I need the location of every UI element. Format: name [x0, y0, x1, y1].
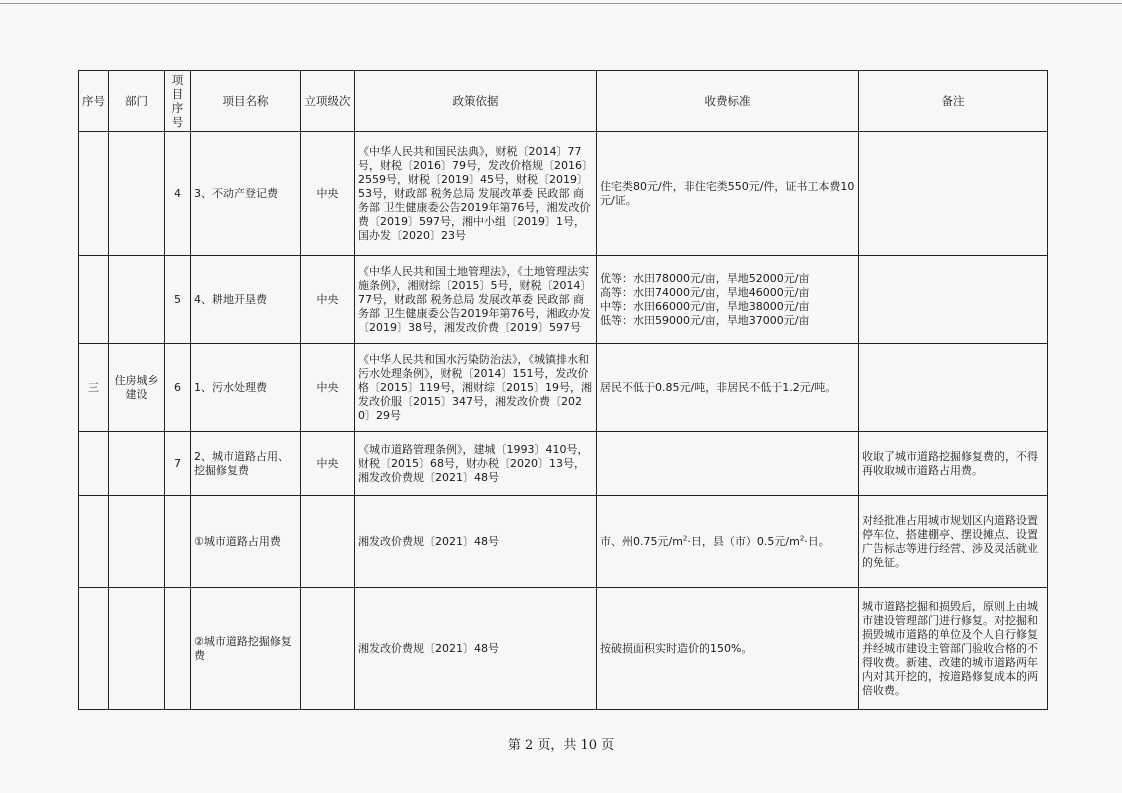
cell-note: [859, 132, 1048, 256]
superscript: 2: [799, 533, 805, 542]
cell-policy: 《中华人民共和国民法典》，财税〔2014〕77号，财税〔2016〕79号，发改价格规〔2016〕2559号，财税〔2019〕45号，财税〔2019〕53号，财政部 税务总局 发展改革委 民政部 商务部 卫生健康委公告2019年第76号，湘发改价费〔2019〕597号，湘中小组〔2019〕1号，国办发〔2020〕23号: [355, 132, 597, 256]
standard-part: 市、州0.75元/m: [600, 534, 683, 548]
standard-line: 低等：水田59000元/亩，旱地37000元/亩: [600, 313, 810, 327]
superscript: 2: [682, 533, 688, 542]
cell-item-no: [165, 496, 191, 588]
cell-item-no: 4: [165, 132, 191, 256]
cell-note: 收取了城市道路挖掘修复费的，不得再收取城市道路占用费。: [859, 432, 1048, 496]
cell-dept: [109, 132, 165, 256]
cell-dept: [109, 588, 165, 710]
cell-level: 中央: [301, 256, 355, 344]
cell-seq: [79, 588, 109, 710]
scan-top-edge: [0, 3, 1122, 4]
header-note: 备注: [859, 71, 1048, 132]
standard-part: ·日。: [804, 534, 830, 548]
header-item-name: 项目名称: [191, 71, 301, 132]
cell-dept: [109, 256, 165, 344]
cell-standard: 居民不低于0.85元/吨，非居民不低于1.2元/吨。: [597, 344, 859, 432]
header-policy: 政策依据: [355, 71, 597, 132]
table-row: [79, 432, 1048, 496]
fee-table: [78, 70, 1048, 710]
cell-item-name: 2、城市道路占用、挖掘修复费: [191, 432, 301, 496]
cell-seq: [79, 496, 109, 588]
cell-policy: 湘发改价费规〔2021〕48号: [355, 588, 597, 710]
cell-dept: 住房城乡建设: [109, 344, 165, 432]
cell-item-name: 3、不动产登记费: [191, 132, 301, 256]
header-seq: 序号: [79, 71, 109, 132]
standard-part: ·日，县（市）0.5元/m: [687, 534, 800, 548]
cell-item-no: [165, 588, 191, 710]
cell-policy: 《城市道路管理条例》，建城〔1993〕410号，财税〔2015〕68号，财办税〔2020〕13号，湘发改价费规〔2021〕48号: [355, 432, 597, 496]
header-row: [79, 71, 1048, 132]
cell-dept: [109, 496, 165, 588]
header-dept: 部门: [109, 71, 165, 132]
cell-seq: 三: [79, 344, 109, 432]
cell-item-name: 1、污水处理费: [191, 344, 301, 432]
table-row: [79, 256, 1048, 344]
cell-level: [301, 496, 355, 588]
standard-line: 优等：水田78000元/亩，旱地52000元/亩: [600, 271, 810, 285]
page-number: 第 2 页，共 10 页: [507, 738, 615, 753]
cell-standard: 住宅类80元/件，非住宅类550元/件，证书工本费10元/证。: [597, 132, 859, 256]
header-level: 立项级次: [301, 71, 355, 132]
cell-standard: [597, 496, 859, 588]
cell-item-name: ①城市道路占用费: [191, 496, 301, 588]
cell-level: 中央: [301, 344, 355, 432]
cell-note: [859, 256, 1048, 344]
cell-item-name: 4、耕地开垦费: [191, 256, 301, 344]
cell-standard: [597, 256, 859, 344]
cell-item-no: 7: [165, 432, 191, 496]
cell-level: 中央: [301, 432, 355, 496]
cell-level: 中央: [301, 132, 355, 256]
cell-note: 对经批准占用城市规划区内道路设置停车位、搭建棚亭、摆设摊点、设置广告标志等进行经营、涉及灵活就业的免征。: [859, 496, 1048, 588]
cell-dept: [109, 432, 165, 496]
cell-level: [301, 588, 355, 710]
cell-item-no: 5: [165, 256, 191, 344]
header-standard: 收费标准: [597, 71, 859, 132]
cell-item-name: ②城市道路挖掘修复费: [191, 588, 301, 710]
cell-seq: [79, 432, 109, 496]
cell-policy: 湘发改价费规〔2021〕48号: [355, 496, 597, 588]
cell-note: 城市道路挖掘和损毁后，原则上由城市建设管理部门进行修复。对挖掘和损毁城市道路的单位及个人自行修复并经城市建设主管部门验收合格的不得收费。新建、改建的城市道路两年内对其开挖的，按道路修复成本的两倍收费。: [859, 588, 1048, 710]
standard-line: 中等：水田66000元/亩，旱地38000元/亩: [600, 299, 810, 313]
cell-standard: 按破损面积实时造价的150%。: [597, 588, 859, 710]
table-row: [79, 588, 1048, 710]
cell-seq: [79, 132, 109, 256]
table-row: [79, 496, 1048, 588]
cell-note: [859, 344, 1048, 432]
table-row: [79, 132, 1048, 256]
cell-policy: 《中华人民共和国水污染防治法》，《城镇排水和污水处理条例》，财税〔2014〕151号，发改价格〔2015〕119号，湘财综〔2015〕19号，湘发改价服〔2015〕347号，湘发改价费〔2020〕29号: [355, 344, 597, 432]
cell-policy: 《中华人民共和国土地管理法》，《土地管理法实施条例》，湘财综〔2015〕5号，财税〔2014〕77号，财政部 税务总局 发展改革委 民政部 商务部 卫生健康委公告2019年第76号，湘政办发〔2019〕38号，湘发改价费〔2019〕597号: [355, 256, 597, 344]
table-row: [79, 344, 1048, 432]
header-item-no: 项目序号: [165, 71, 191, 132]
standard-line: 高等：水田74000元/亩，旱地46000元/亩: [600, 285, 810, 299]
cell-standard: [597, 432, 859, 496]
cell-item-no: 6: [165, 344, 191, 432]
cell-seq: [79, 256, 109, 344]
